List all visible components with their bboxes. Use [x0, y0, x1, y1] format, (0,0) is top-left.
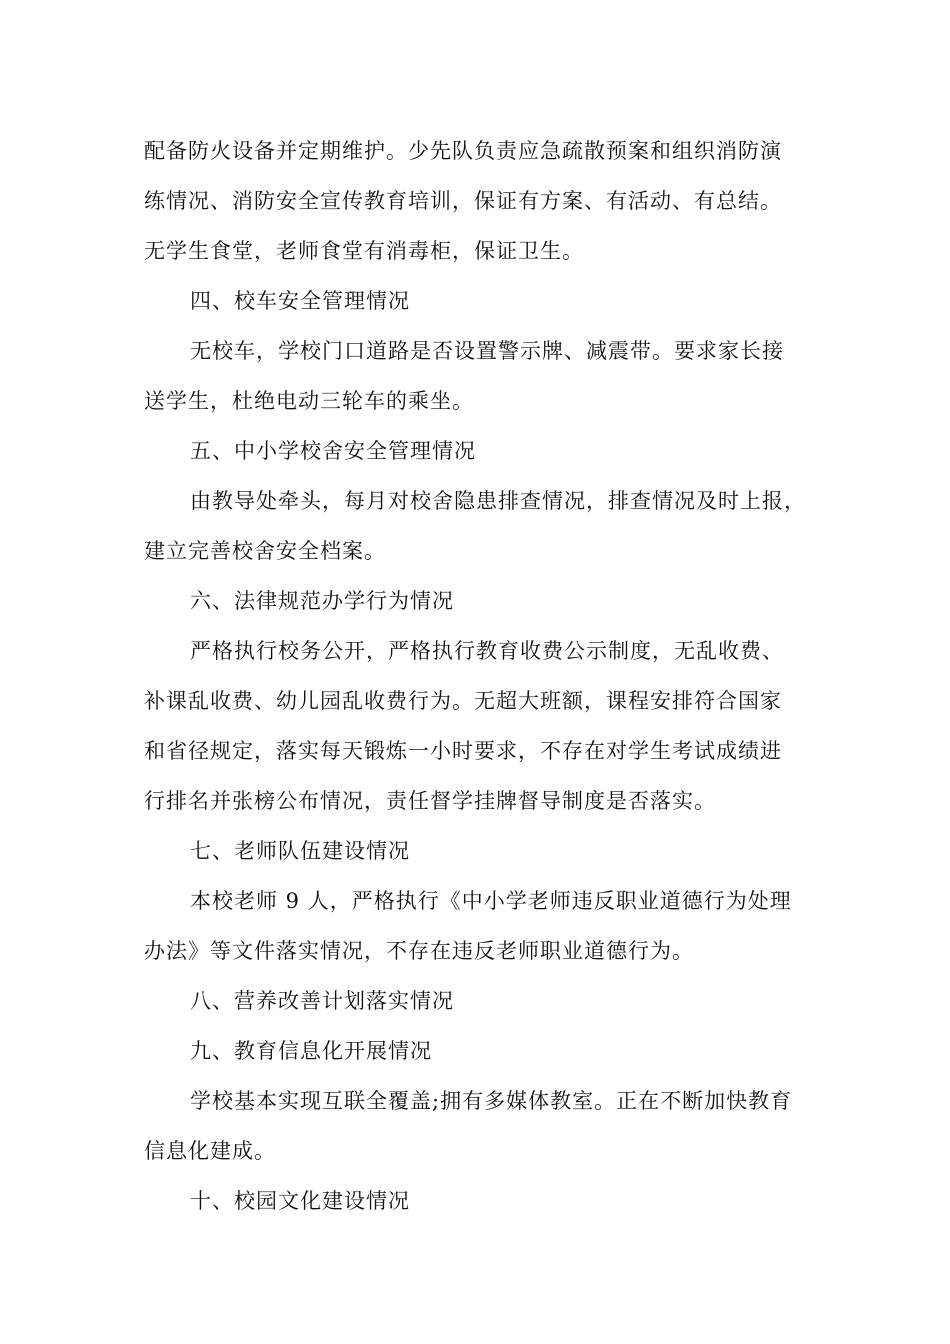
paragraph-line: 补课乱收费、幼儿园乱收费行为。无超大班额，课程安排符合国家: [144, 689, 782, 713]
section-heading: 六、法律规范办学行为情况: [190, 589, 454, 613]
section-heading: 四、校车安全管理情况: [190, 289, 410, 313]
paragraph-line: 学校基本实现互联全覆盖;拥有多媒体教室。正在不断加快教育: [190, 1089, 793, 1113]
paragraph-line: 信息化建成。: [144, 1139, 276, 1163]
paragraph-line: 无学生食堂，老师食堂有消毒柜，保证卫生。: [144, 239, 584, 263]
paragraph-line: 和省径规定，落实每天锻炼一小时要求，不存在对学生考试成绩进: [144, 739, 782, 763]
paragraph-line: 练情况、消防安全宣传教育培训，保证有方案、有活动、有总结。: [144, 189, 782, 213]
paragraph-line: 由教导处牵头，每月对校舍隐患排查情况，排查情况及时上报，: [190, 489, 806, 513]
paragraph-line: 建立完善校舍安全档案。: [144, 539, 386, 563]
section-heading: 八、营养改善计划落实情况: [190, 989, 454, 1013]
paragraph-line: 本校老师 9 人，严格执行《中小学老师违反职业道德行为处理: [190, 889, 792, 913]
section-heading: 十、校园文化建设情况: [190, 1189, 410, 1213]
paragraph-line: 办法》等文件落实情况，不存在违反老师职业道德行为。: [144, 939, 694, 963]
section-heading: 五、中小学校舍安全管理情况: [190, 439, 476, 463]
paragraph-line: 严格执行校务公开，严格执行教育收费公示制度，无乱收费、: [190, 639, 784, 663]
paragraph-line: 行排名并张榜公布情况，责任督学挂牌督导制度是否落实。: [144, 789, 716, 813]
paragraph-line: 无校车，学校门口道路是否设置警示牌、减震带。要求家长接: [190, 339, 784, 363]
paragraph-line: 送学生，杜绝电动三轮车的乘坐。: [144, 389, 474, 413]
paragraph-line: 配备防火设备并定期维护。少先队负责应急疏散预案和组织消防演: [144, 139, 782, 163]
section-heading: 七、老师队伍建设情况: [190, 839, 410, 863]
section-heading: 九、教育信息化开展情况: [190, 1039, 432, 1063]
